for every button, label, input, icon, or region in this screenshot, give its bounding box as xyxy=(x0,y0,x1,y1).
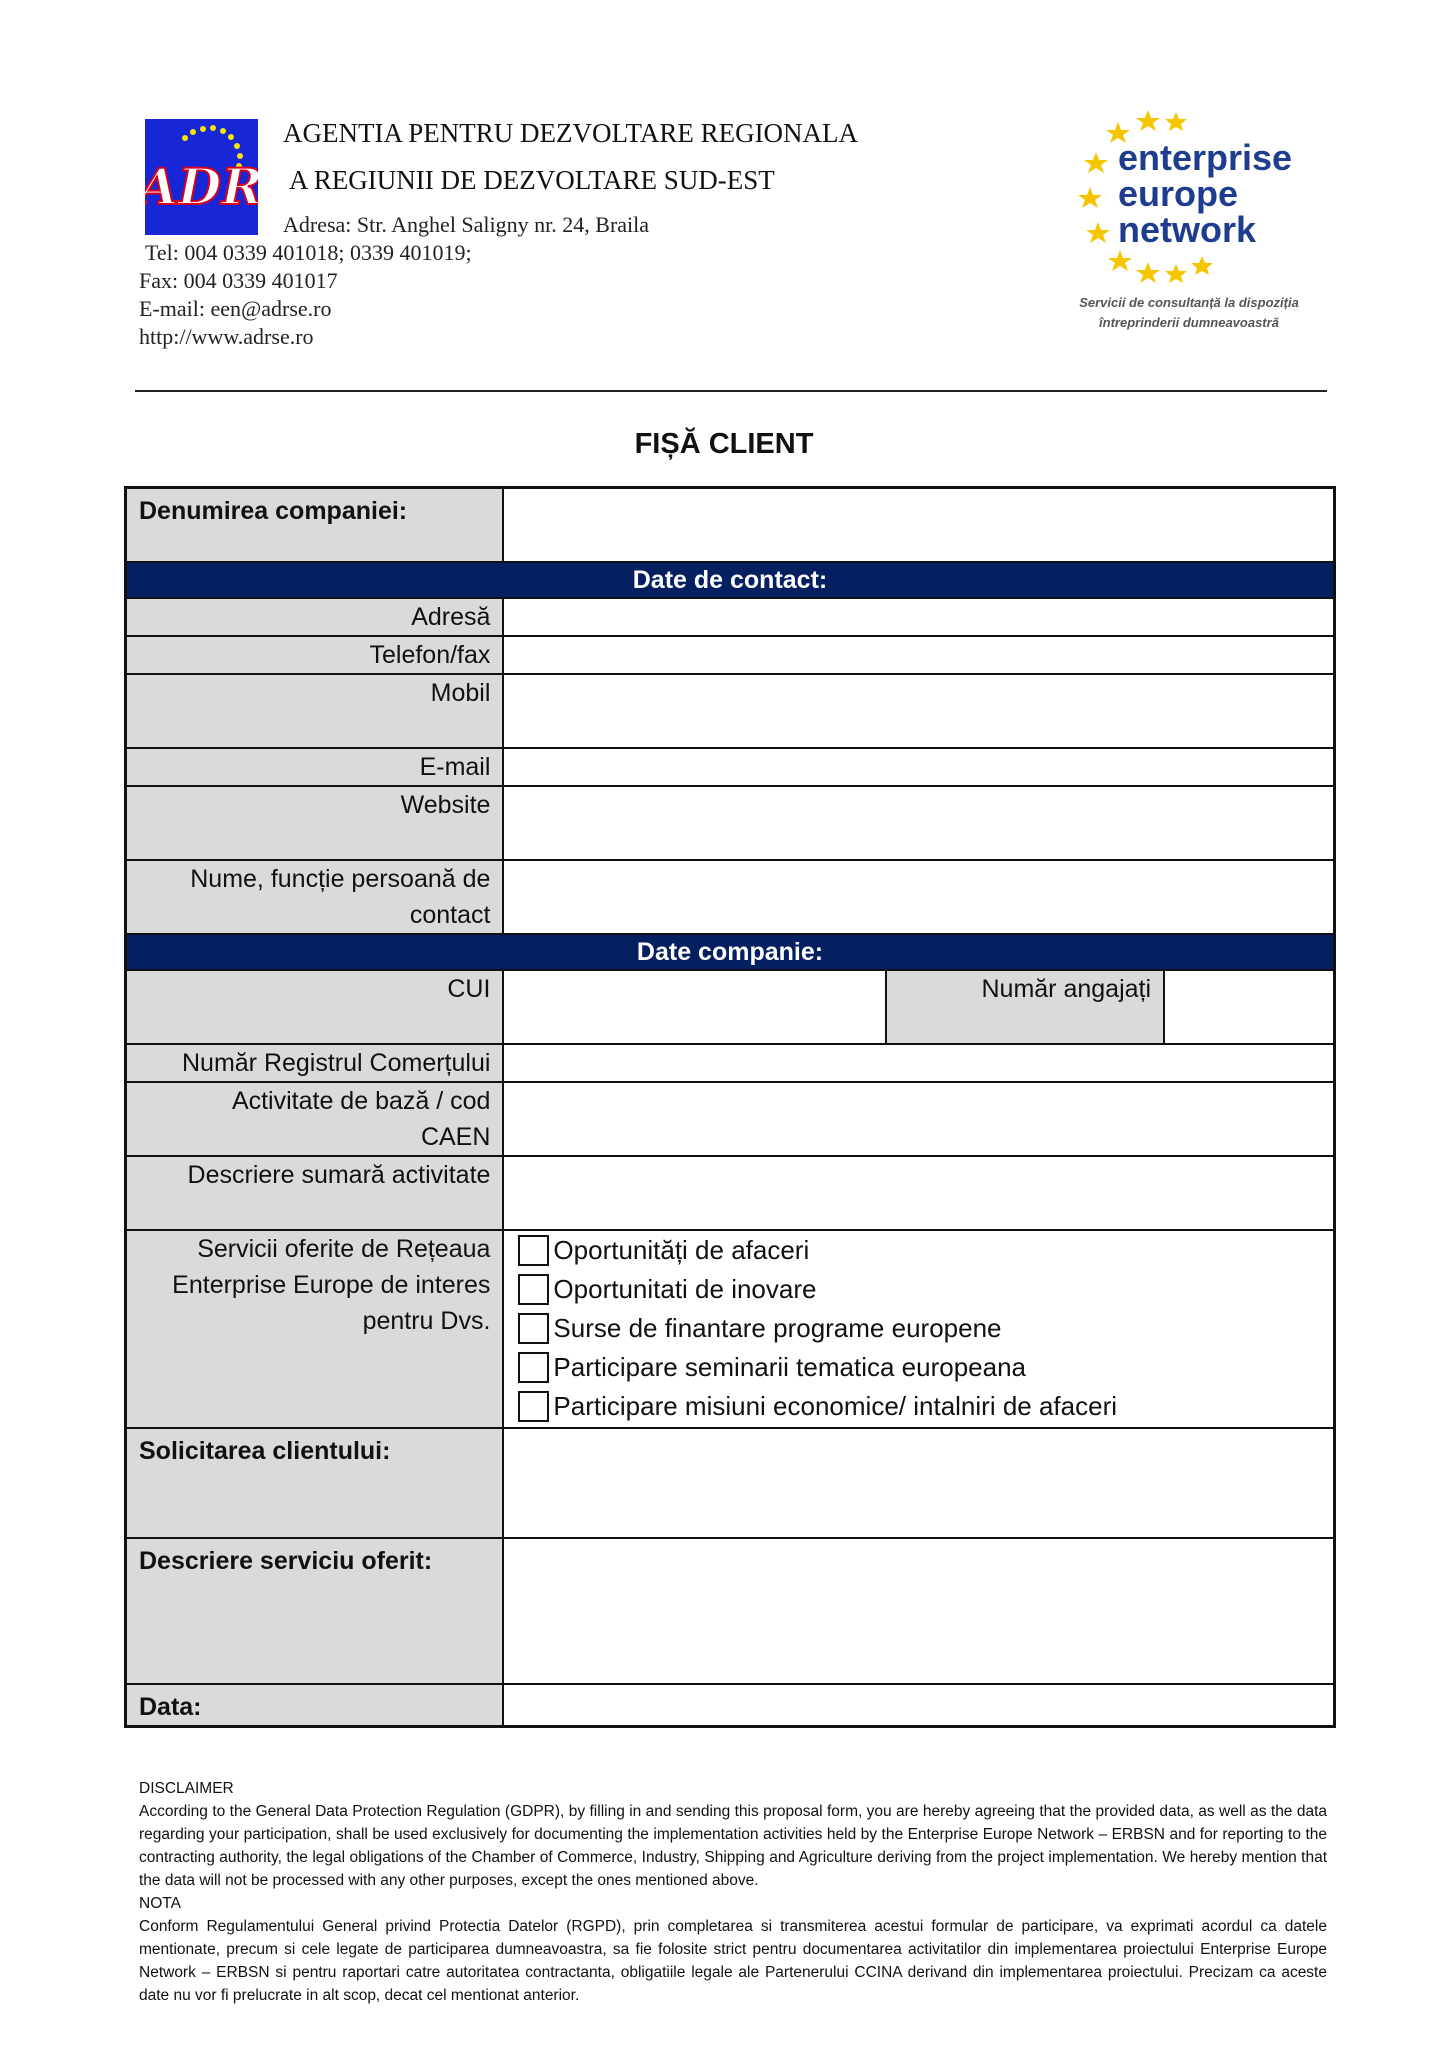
een-logo-line2: europe xyxy=(1118,173,1239,214)
mobile-label: Mobil xyxy=(126,674,504,748)
activity-description-label: Descriere sumară activitate xyxy=(126,1156,504,1230)
cui-field[interactable] xyxy=(503,970,886,1044)
contact-person-label-line2: contact xyxy=(409,900,491,929)
registry-label: Număr Registrul Comerțului xyxy=(126,1044,504,1082)
agency-email: E-mail: een@adrse.ro xyxy=(139,296,332,321)
agency-name-line1: AGENTIA PENTRU DEZVOLTARE REGIONALA xyxy=(283,118,859,148)
een-logo-line3: network xyxy=(1118,209,1257,250)
activity-label xyxy=(126,1082,504,1156)
row-phone-fax xyxy=(126,636,1335,674)
row-company-name xyxy=(126,488,1335,562)
row-cui-employees xyxy=(126,970,1335,1044)
row-activity-description xyxy=(126,1156,1335,1230)
mobile-field[interactable] xyxy=(503,674,1334,748)
section-company xyxy=(126,934,1335,970)
disclaimer-title: DISCLAIMER xyxy=(139,1780,234,1797)
een-logo-line1: enterprise xyxy=(1118,137,1293,178)
adr-logo-graphic xyxy=(145,119,258,235)
activity-label-line1: Activitate de bază / cod xyxy=(231,1086,491,1115)
services-label-line3: pentru Dvs. xyxy=(362,1306,491,1335)
nota-title: NOTA xyxy=(139,1895,181,1912)
service-option-label: Participare seminarii tematica europeana xyxy=(553,1352,1026,1382)
service-option-label: Oportunități de afaceri xyxy=(553,1235,810,1265)
activity-field[interactable] xyxy=(503,1082,1334,1156)
service-option-label: Oportunitati de inovare xyxy=(553,1274,817,1304)
een-tagline xyxy=(1058,293,1320,333)
row-mobile xyxy=(126,674,1335,748)
service-description-field[interactable] xyxy=(503,1538,1334,1684)
agency-fax: Fax: 004 0339 401017 xyxy=(139,268,338,293)
contact-section-heading: Date de contact: xyxy=(126,562,1335,598)
checkbox[interactable] xyxy=(518,1352,549,1383)
een-logo-graphic xyxy=(1068,102,1308,302)
agency-phone: Tel: 004 0339 401018; 0339 401019; xyxy=(145,240,472,265)
phone-fax-field[interactable] xyxy=(503,636,1334,674)
row-website xyxy=(126,786,1335,860)
address-field[interactable] xyxy=(503,598,1334,636)
service-option-label: Surse de finantare programe europene xyxy=(553,1313,1002,1343)
checkbox[interactable] xyxy=(518,1313,549,1344)
row-activity xyxy=(126,1082,1335,1156)
employees-field[interactable] xyxy=(1164,970,1334,1044)
row-client-request xyxy=(126,1428,1335,1538)
registry-field[interactable] xyxy=(503,1044,1334,1082)
company-name-field[interactable] xyxy=(503,488,1334,562)
services-label xyxy=(126,1230,504,1428)
activity-description-field[interactable] xyxy=(503,1156,1334,1230)
website-field[interactable] xyxy=(503,786,1334,860)
cui-label: CUI xyxy=(126,970,504,1044)
checkbox[interactable] xyxy=(518,1274,549,1305)
contact-person-label xyxy=(126,860,504,934)
row-registry xyxy=(126,1044,1335,1082)
email-label: E-mail xyxy=(126,748,504,786)
activity-label-line2: CAEN xyxy=(420,1122,491,1151)
contact-person-label-line1: Nume, funcție persoană de xyxy=(190,864,491,893)
employees-label: Număr angajați xyxy=(886,970,1164,1044)
address-label: Adresă xyxy=(126,598,504,636)
checkbox[interactable] xyxy=(518,1235,549,1266)
client-request-field[interactable] xyxy=(503,1428,1334,1538)
service-option[interactable] xyxy=(504,1270,1333,1309)
client-form-table xyxy=(124,486,1336,1728)
row-address xyxy=(126,598,1335,636)
row-email xyxy=(126,748,1335,786)
section-contact xyxy=(126,562,1335,598)
website-label: Website xyxy=(126,786,504,860)
row-date xyxy=(126,1684,1335,1727)
adr-logo xyxy=(145,119,258,235)
disclaimer-text: According to the General Data Protection Regulation (GDPR), by filling in and sending this proposal form, you are hereby agreeing that the provided data, as well as the data regarding your participation, shall be used exclusively for documenting the implementation activities held by the Enterprise Europe Network – ERBSN and for reporting to the contracting authority, the legal obligations of the Chamber of Commerce, Industry, Shipping and Agriculture deriving from the project implementation. We hereby mention that the data will not be processed with any other purposes, except the ones mentioned above. xyxy=(139,1803,1327,1889)
checkbox[interactable] xyxy=(518,1391,549,1422)
phone-fax-label: Telefon/fax xyxy=(126,636,504,674)
email-field[interactable] xyxy=(503,748,1334,786)
agency-address: Adresa: Str. Anghel Saligny nr. 24, Braila xyxy=(283,212,650,237)
date-label: Data: xyxy=(126,1684,504,1727)
header-divider xyxy=(135,390,1327,392)
form-title: FIȘĂ CLIENT xyxy=(634,428,814,460)
company-name-label: Denumirea companiei: xyxy=(126,488,504,562)
row-services xyxy=(126,1230,1335,1428)
service-option[interactable] xyxy=(504,1387,1333,1426)
agency-website: http://www.adrse.ro xyxy=(139,324,314,349)
services-label-line2: Enterprise Europe de interes xyxy=(172,1270,491,1299)
contact-person-field[interactable] xyxy=(503,860,1334,934)
service-description-label: Descriere serviciu oferit: xyxy=(126,1538,504,1684)
agency-name-line2: A REGIUNII DE DEZVOLTARE SUD-EST xyxy=(289,165,775,195)
service-option-label: Participare misiuni economice/ intalniri de afaceri xyxy=(553,1391,1118,1421)
company-section-heading: Date companie: xyxy=(126,934,1335,970)
service-option[interactable] xyxy=(504,1309,1333,1348)
date-field[interactable] xyxy=(503,1684,1334,1727)
row-contact-person xyxy=(126,860,1335,934)
services-checklist xyxy=(503,1230,1334,1428)
adr-logo-text: ADR xyxy=(145,157,258,216)
nota-text: Conform Regulamentului General privind Protectia Datelor (RGPD), prin completarea si transmiterea acestui formular de participare, va exprimati acordul ca datele mentionate, precum si cele legate de participarea dumneavoastra, sa fie folosite strict pentru documentarea activitatilor din implementarea proiectului Enterprise Europe Network – ERBSN si pentru raportari catre autoritatea contractanta, obligatiile legale ale Partenerului CCINA derivand din implementarea proiectului. Precizam ca aceste date nu vor fi prelucrate in alt scop, decat cel mentionat anterior. xyxy=(139,1918,1327,2004)
een-tagline-line1: Servicii de consultanță la dispoziția xyxy=(1079,295,1299,310)
row-service-description xyxy=(126,1538,1335,1684)
een-tagline-line2: întreprinderii dumneavoastră xyxy=(1099,315,1279,330)
service-option[interactable] xyxy=(504,1348,1333,1387)
service-option[interactable] xyxy=(504,1231,1333,1270)
enterprise-europe-network-logo xyxy=(1068,102,1308,302)
services-label-line1: Servicii oferite de Rețeaua xyxy=(197,1234,491,1263)
client-request-label: Solicitarea clientului: xyxy=(126,1428,504,1538)
